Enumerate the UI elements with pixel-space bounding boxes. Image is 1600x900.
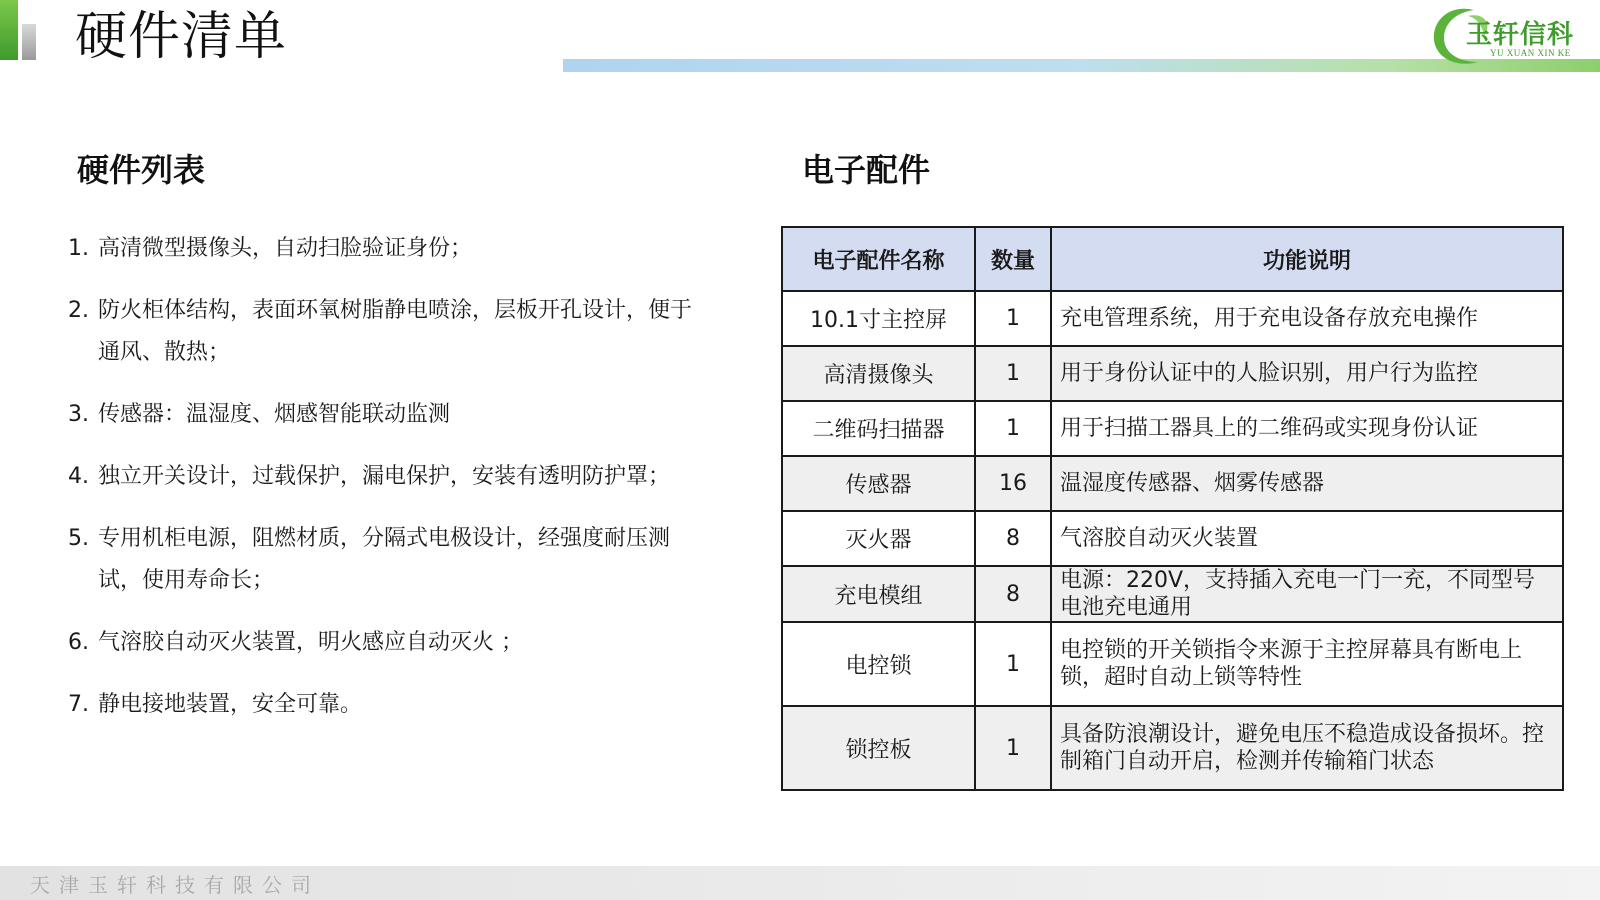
part-qty-cell: 16 [975, 456, 1051, 511]
table-row [782, 291, 1563, 346]
table-row [782, 566, 1563, 622]
parts-table [781, 226, 1564, 791]
list-item-text: 专用机柜电源，阻燃材质，分隔式电极设计，经强度耐压测试，使用寿命长； [98, 526, 671, 593]
part-function-cell: 电控锁的开关锁指令来源于主控屏幕具有断电上锁，超时自动上锁等特性 [1051, 622, 1563, 706]
part-function-cell: 充电管理系统，用于充电设备存放充电操作 [1051, 291, 1563, 346]
page-title: 硬件清单 [75, 7, 288, 67]
part-qty-cell: 1 [975, 291, 1051, 346]
list-item-text: 气溶胶自动灭火装置，明火感应自动灭火 ； [98, 630, 523, 655]
list-item-number: 5. [68, 526, 89, 551]
table-row [782, 346, 1563, 401]
list-item-text: 传感器：温湿度、烟感智能联动监测 [98, 402, 451, 427]
table-row [782, 401, 1563, 456]
part-function-cell: 气溶胶自动灭火装置 [1051, 511, 1563, 566]
footer-company-name: 天津玉轩科技有限公司 [30, 873, 320, 897]
column-header-qty: 数量 [975, 227, 1051, 291]
list-item [68, 518, 708, 602]
list-item-number: 1. [68, 236, 89, 261]
hardware-list [68, 228, 708, 746]
electronic-parts-heading: 电子配件 [802, 151, 931, 189]
list-item-number: 7. [68, 692, 89, 717]
header-accent-gray [22, 24, 36, 60]
list-item-text: 静电接地装置，安全可靠。 [98, 692, 363, 717]
part-name-cell: 锁控板 [782, 706, 975, 790]
company-logo [1428, 2, 1596, 68]
part-qty-cell: 8 [975, 566, 1051, 622]
list-item [68, 394, 708, 436]
header-accent-green [0, 0, 18, 60]
list-item-number: 3. [68, 402, 89, 427]
table-row [782, 456, 1563, 511]
list-item [68, 684, 708, 726]
column-header-name: 电子配件名称 [782, 227, 975, 291]
part-function-cell: 具备防浪潮设计，避免电压不稳造成设备损坏。控制箱门自动开启，检测并传输箱门状态 [1051, 706, 1563, 790]
list-item-number: 2. [68, 298, 89, 323]
part-name-cell: 灭火器 [782, 511, 975, 566]
part-name-cell: 二维码扫描器 [782, 401, 975, 456]
list-item-text: 防火柜体结构，表面环氧树脂静电喷涂，层板开孔设计，便于通风、散热； [98, 298, 693, 365]
part-qty-cell: 1 [975, 401, 1051, 456]
table-row [782, 706, 1563, 790]
part-name-cell: 高清摄像头 [782, 346, 975, 401]
part-function-cell: 用于身份认证中的人脸识别，用户行为监控 [1051, 346, 1563, 401]
part-qty-cell: 8 [975, 511, 1051, 566]
part-function-cell: 用于扫描工器具上的二维码或实现身份认证 [1051, 401, 1563, 456]
hardware-list-heading: 硬件列表 [77, 151, 206, 189]
table-header-row [782, 227, 1563, 291]
list-item-number: 6. [68, 630, 89, 655]
list-item [68, 456, 708, 498]
column-header-function: 功能说明 [1051, 227, 1563, 291]
list-item [68, 228, 708, 270]
list-item-number: 4. [68, 464, 89, 489]
list-item-text: 高清微型摄像头，自动扫脸验证身份； [98, 236, 473, 261]
table-row [782, 622, 1563, 706]
list-item [68, 622, 708, 664]
part-name-cell: 传感器 [782, 456, 975, 511]
part-qty-cell: 1 [975, 346, 1051, 401]
part-name-cell: 电控锁 [782, 622, 975, 706]
part-function-cell: 温湿度传感器、烟雾传感器 [1051, 456, 1563, 511]
part-name-cell: 10.1寸主控屏 [782, 291, 975, 346]
part-qty-cell: 1 [975, 706, 1051, 790]
part-qty-cell: 1 [975, 622, 1051, 706]
part-name-cell: 充电模组 [782, 566, 975, 622]
logo-name: 玉轩信科 [1466, 20, 1575, 50]
logo-subtitle: YU XUAN XIN KE [1490, 48, 1571, 58]
list-item [68, 290, 708, 374]
list-item-text: 独立开关设计，过载保护，漏电保护，安装有透明防护罩； [98, 464, 671, 489]
footer-bar [0, 866, 1600, 900]
part-function-cell: 电源：220V，支持插入充电一门一充，不同型号电池充电通用 [1051, 566, 1563, 622]
table-row [782, 511, 1563, 566]
